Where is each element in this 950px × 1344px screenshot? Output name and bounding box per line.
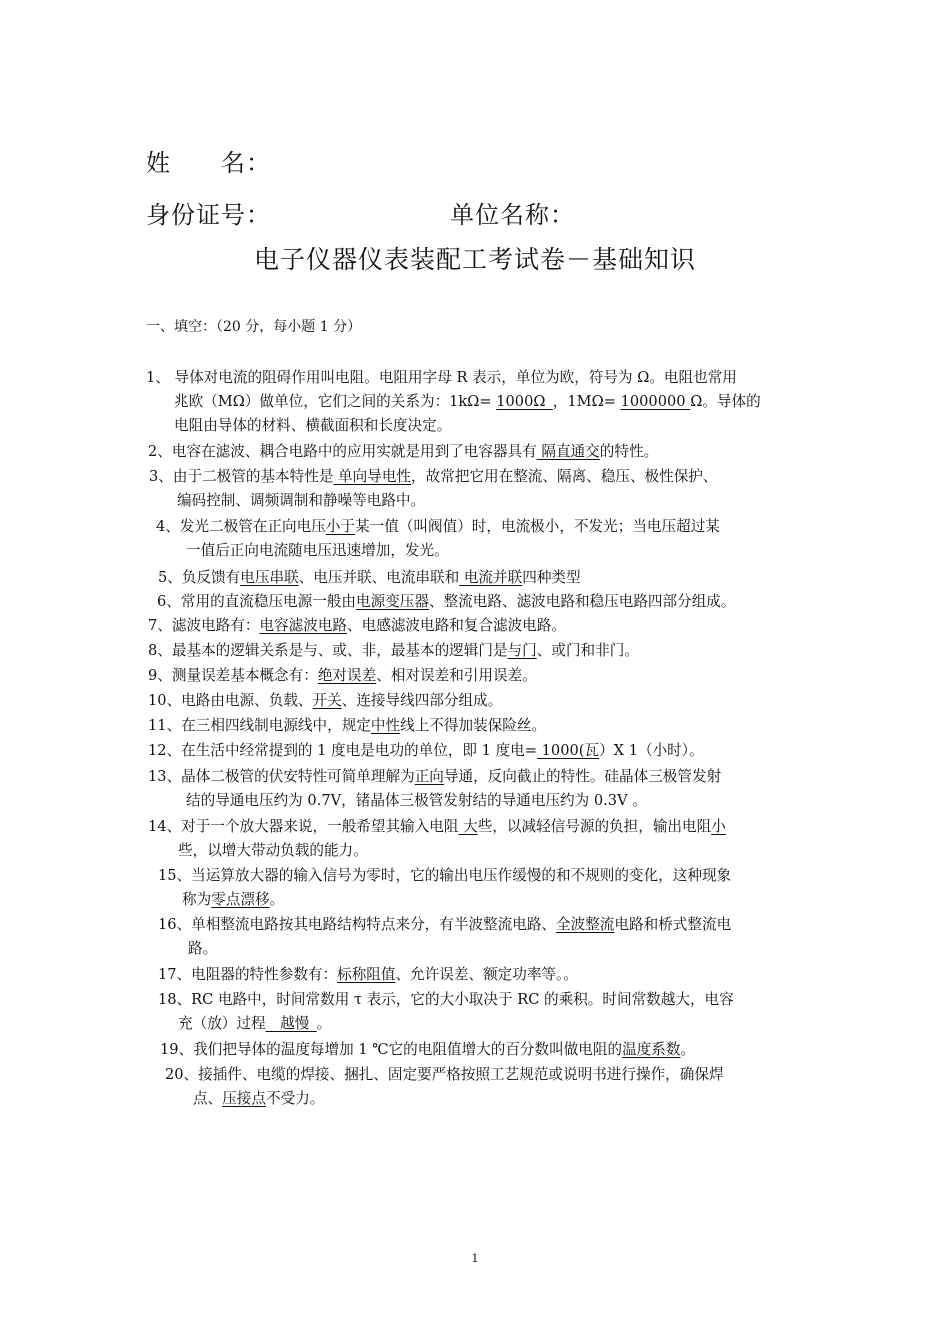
answer-blank: 标称阻值 <box>337 966 396 983</box>
answer-blank: 电压串联 <box>240 569 299 586</box>
question-line <box>148 765 721 789</box>
organization-label: 单位名称： <box>450 201 575 229</box>
question-item <box>148 440 658 464</box>
question-text: 7、滤波电路有： <box>148 617 260 634</box>
id-number-label: 身份证号： <box>146 201 271 229</box>
question-text: 、允许误差、额定功率等。。 <box>395 966 578 983</box>
answer-blank: 绝对误差 <box>317 667 377 684</box>
answer-blank: 小于 <box>325 518 356 535</box>
question-item <box>148 739 704 763</box>
question-item <box>158 913 731 961</box>
question-item <box>148 614 566 638</box>
question-text: 、电感滤波电路和复合滤波电路。 <box>347 617 566 634</box>
answer-blank: 1000000 <box>620 393 691 410</box>
question-text: ，1MΩ= <box>552 393 621 410</box>
question-text: 12、在生活中经常提到的 1 度电是电功的单位，即 1 度电= <box>148 742 537 759</box>
question-text: 兆欧（MΩ）做单位，它们之间的关系为：1kΩ= <box>174 393 497 410</box>
question-text: 一值后正向电流随电压迅速增加，发光。 <box>186 542 449 559</box>
question-line <box>148 839 726 863</box>
question-line <box>148 739 704 763</box>
section-heading: 一、填空：（20 分，每小题 1 分） <box>146 319 362 335</box>
question-item <box>156 515 720 563</box>
exam-title: 电子仪器仪表装配工考试卷－基础知识 <box>253 245 696 274</box>
question-line <box>158 864 731 888</box>
question-text: 4、发光二极管在正向电压 <box>156 518 326 535</box>
question-item <box>160 1038 695 1062</box>
question-text: 点、 <box>193 1090 223 1107</box>
question-line <box>148 639 639 663</box>
question-line <box>156 515 720 539</box>
question-line <box>156 539 720 563</box>
question-text: 。 <box>680 1041 696 1058</box>
question-line <box>160 1038 695 1062</box>
question-item <box>148 639 639 663</box>
question-line <box>158 913 731 937</box>
question-text: 的特性。 <box>599 443 659 460</box>
question-text: 、或门和非门。 <box>536 642 639 659</box>
answer-blank: 全波整流 <box>556 916 615 933</box>
answer-blank: 与门 <box>507 642 537 659</box>
answer-blank: 零点漂移 <box>211 891 270 908</box>
question-line <box>158 566 581 590</box>
question-text: 、连接导线四部分组成。 <box>341 692 503 709</box>
question-text: 。 <box>316 1015 332 1032</box>
question-line <box>158 888 731 912</box>
answer-blank: 电流并联 <box>459 569 523 586</box>
question-line <box>146 366 761 390</box>
question-item <box>158 566 581 590</box>
question-line <box>148 789 721 813</box>
question-line <box>146 390 761 414</box>
question-text: 20、接插件、电缆的焊接、捆扎、固定要严格按照工艺规范或说明书进行操作，确保焊 <box>165 1066 724 1083</box>
question-text: 5、负反馈有 <box>158 569 241 586</box>
question-text: 充（放）过程 <box>178 1015 266 1032</box>
question-item <box>148 689 502 713</box>
question-text: 四种类型 <box>522 569 581 586</box>
answer-blank: 隔直通交 <box>536 443 600 460</box>
question-item <box>158 963 578 987</box>
question-line <box>157 590 735 614</box>
question-text: 电路和桥式整流电 <box>614 916 732 933</box>
question-text: 结的导通电压约为 0.7V，锗晶体三极管发射结的导通电压约为 0.3V 。 <box>186 792 647 809</box>
question-item <box>165 1063 724 1111</box>
question-text: 、相对误差和引用误差。 <box>376 667 537 684</box>
question-text: 线上不得加装保险丝。 <box>400 717 547 734</box>
question-item <box>157 590 735 614</box>
question-line <box>148 714 546 738</box>
question-text: 17、电阻器的特性参数有： <box>158 966 338 983</box>
question-text: 16、单相整流电路按其电路结构特点来分，有半波整流电路、 <box>158 916 557 933</box>
question-text: 3、由于二极管的基本特性是 <box>149 468 334 485</box>
question-line <box>165 1087 724 1111</box>
question-text: 、电压并联、电流串联和 <box>298 569 460 586</box>
question-text: 10、电路由电源、负载、 <box>148 692 313 709</box>
question-line <box>148 689 502 713</box>
question-line <box>158 988 734 1012</box>
question-text: ，故常把它用在整流、隔离、稳压、极性保护、 <box>411 468 718 485</box>
question-text: 路。 <box>188 940 218 957</box>
question-line <box>149 489 718 513</box>
answer-blank: __越慢_ <box>265 1015 317 1032</box>
question-line <box>149 465 718 489</box>
question-text: 些，以减轻信号源的负担，输出电阻 <box>477 818 712 835</box>
answer-blank: 1000(瓦 <box>537 742 600 759</box>
question-line <box>165 1063 724 1087</box>
question-text: 8、最基本的逻辑关系是与、或、非，最基本的逻辑门是 <box>148 642 508 659</box>
question-item <box>149 465 718 513</box>
question-item <box>148 714 546 738</box>
question-item <box>148 815 726 863</box>
question-line <box>148 664 537 688</box>
answer-blank: 压接点 <box>222 1090 266 1107</box>
question-text: 。 <box>269 891 285 908</box>
question-text: 2、电容在滤波、耦合电路中的应用实就是用到了电容器具有 <box>148 443 537 460</box>
answer-blank: 小 <box>711 818 726 835</box>
answer-blank: 单向导电性 <box>333 468 412 485</box>
question-item <box>148 664 537 688</box>
question-text: 、整流电路、滤波电路和稳压电路四部分组成。 <box>429 593 736 610</box>
answer-blank: 开关 <box>312 692 342 709</box>
question-item <box>148 765 721 813</box>
question-line <box>148 614 566 638</box>
question-text: 电阻由导体的材料、横截面积和长度决定。 <box>174 417 452 434</box>
answer-blank: 温度系数 <box>622 1041 681 1058</box>
question-line <box>146 414 761 438</box>
question-text: 1、 导体对电流的阻碍作用叫电阻。电阻用字母 R 表示，单位为欧，符号为 Ω。电阻也常用 <box>146 369 737 386</box>
question-text: 18、RC 电路中，时间常数用 τ 表示，它的大小取决于 RC 的乘积。时间常数越大，电容 <box>158 991 734 1008</box>
answer-blank: 1000Ω_ <box>496 393 553 410</box>
question-item <box>158 864 731 912</box>
question-text: 9、测量误差基本概念有： <box>148 667 318 684</box>
question-text: 15、当运算放大器的输入信号为零时，它的输出电压作缓慢的和不规则的变化，这种现象 <box>158 867 732 884</box>
question-text: 6、常用的直流稳压电源一般由 <box>157 593 357 610</box>
page-number: 1 <box>471 1252 479 1265</box>
question-text: 19、我们把导体的温度每增加 1 ℃它的电阻值增大的百分数叫做电阻的 <box>160 1041 623 1058</box>
question-line <box>148 440 658 464</box>
question-text: 13、晶体二极管的伏安特性可简单理解为 <box>148 768 415 785</box>
question-line <box>148 815 726 839</box>
question-text: 导通，反向截止的特性。硅晶体三极管发射 <box>443 768 722 785</box>
question-text: 称为 <box>182 891 212 908</box>
question-item <box>146 366 761 438</box>
question-text: 11、在三相四线制电源线中，规定 <box>148 717 371 734</box>
question-item <box>158 988 734 1036</box>
answer-blank: 大 <box>458 818 478 835</box>
question-text: 编码控制、调频调制和静噪等电路中。 <box>177 492 426 509</box>
answer-blank: 中性 <box>370 717 401 734</box>
answer-blank: 电容滤波电路 <box>259 617 348 634</box>
answer-blank: 电源变压器 <box>356 593 429 610</box>
question-text: 某一值（叫阀值）时，电流极小，不发光；当电压超过某 <box>355 518 720 535</box>
question-text: ）X 1（小时）。 <box>599 742 704 759</box>
question-line <box>158 1012 734 1036</box>
name-label: 姓 名： <box>146 149 271 177</box>
question-text: 些，以增大带动负载的能力。 <box>178 842 368 859</box>
question-text: Ω。导体的 <box>690 393 761 410</box>
question-text: 不受力。 <box>266 1090 325 1107</box>
question-line <box>158 937 731 961</box>
question-line <box>158 963 578 987</box>
answer-blank: 正向 <box>414 768 444 785</box>
question-text: 14、对于一个放大器来说，一般希望其输入电阻 <box>148 818 459 835</box>
